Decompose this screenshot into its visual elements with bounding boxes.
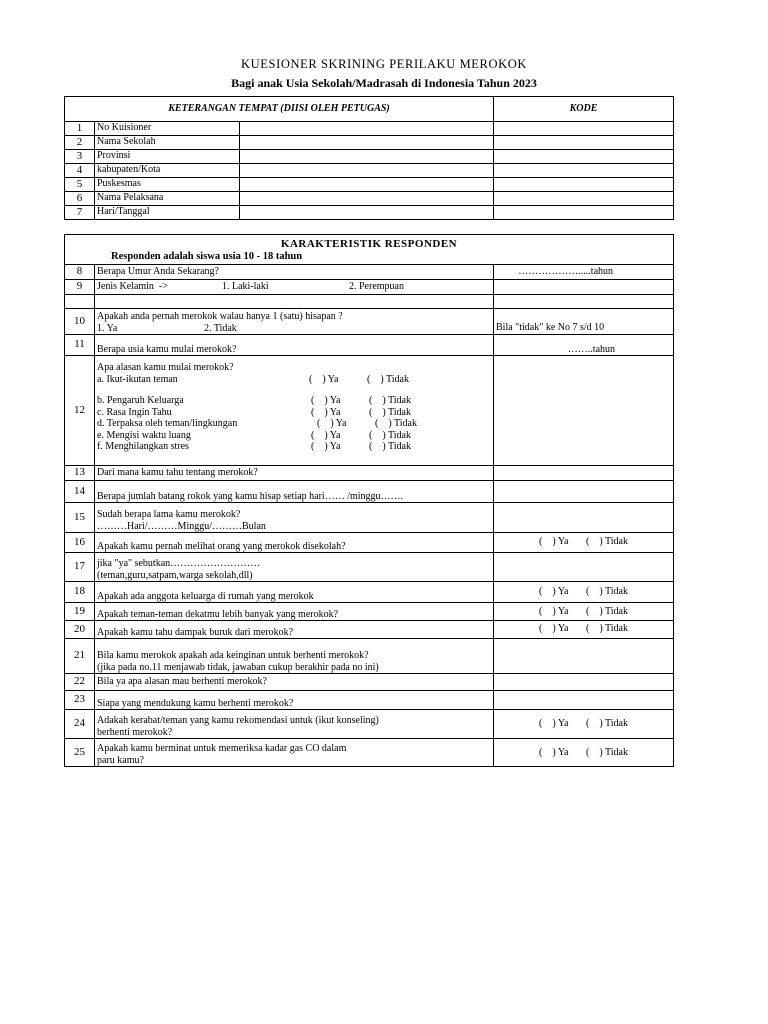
reasons-question [95,356,494,466]
row-number: 1 [65,122,95,136]
gender-label: Jenis Kelamin -> [97,281,168,293]
row-number: 19 [65,603,95,621]
code-cell[interactable] [494,206,674,220]
table-row [65,122,674,136]
reason-item: a. Ikut-ikutan teman ( ) Ya ( ) Tidak [97,373,409,385]
question-text: Dari mana kamu tahu tentang merokok? [95,466,494,481]
reason-item: b. Pengaruh Keluarga ( ) Ya ( ) Tidak [97,395,411,406]
row-label: Nama Sekolah [95,136,240,150]
table-row [65,309,674,335]
gender-option-male[interactable]: 1. Laki-laki [222,281,269,293]
option-no[interactable]: ( ) Tidak [375,418,417,429]
question-text: Apakah kamu pernah melihat orang yang merokok disekolah? [95,533,494,553]
question-text: Siapa yang mendukung kamu berhenti merokok? [95,691,494,710]
question-text: Sudah berapa lama kamu merokok? ………Hari/………Minggu/………Bulan [95,503,494,533]
location-table [64,96,674,220]
question-text: Adakah kerabat/teman yang kamu rekomendasi untuk (ikut konseling) berhenti merokok? [95,710,494,739]
question-text: Apakah ada anggota keluarga di rumah yang merokok [95,582,494,603]
row-number: 20 [65,621,95,639]
table-row [65,164,674,178]
question-line: Apa alasan kamu mulai merokok? [97,362,234,373]
row-label: Puskesmas [95,178,240,192]
section-header [65,235,674,265]
location-header: KETERANGAN TEMPAT (DIISI OLEH PETUGAS) [65,97,494,122]
table-row [65,621,674,639]
option-yes[interactable]: 1. Ya [97,322,118,334]
reason-item: d. Terpaksa oleh teman/lingkungan ( ) Ya ( ) Tidak [97,418,417,429]
question-line: Apakah anda pernah merokok walau hanya 1 (satu) hisapan ? [97,311,343,322]
row-number: 16 [65,533,95,553]
answer-cell[interactable] [494,691,674,710]
yes-no-options[interactable]: ( ) Ya ( ) Tidak [494,621,674,639]
question-text: Berapa usia kamu mulai merokok? [95,335,494,356]
start-age-answer[interactable]: ……..tahun [494,335,674,356]
question-text [95,309,494,335]
section-title: KARAKTERISTIK RESPONDEN [280,238,458,250]
table-row [65,192,674,206]
table-row [65,739,674,767]
answer-cell[interactable] [494,466,674,481]
row-number: 14 [65,481,95,503]
option-yes[interactable]: ( ) Ya [311,429,341,441]
question-text: Bila ya apa alasan mau berhenti merokok? [95,674,494,691]
answer-cell[interactable] [494,481,674,503]
row-number: 6 [65,192,95,206]
code-cell[interactable] [494,136,674,150]
row-number: 5 [65,178,95,192]
table-row [65,206,674,220]
reason-item: f. Menghilangkan stres ( ) Ya ( ) Tidak [97,441,411,452]
table-row [65,691,674,710]
question-text: Apakah kamu berminat untuk memeriksa kadar gas CO dalam paru kamu? [95,739,494,767]
answer-cell[interactable] [240,178,494,192]
answer-cell[interactable] [494,674,674,691]
row-number: 9 [65,280,95,295]
skip-instruction: Bila "tidak" ke No 7 s/d 10 [494,309,674,335]
row-number: 25 [65,739,95,767]
row-number: 11 [65,335,95,356]
age-answer[interactable]: ……………….....tahun [494,265,674,280]
table-row [65,603,674,621]
row-label: Provinsi [95,150,240,164]
table-row [65,335,674,356]
row-number: 10 [65,309,95,335]
question-text: Berapa Umur Anda Sekarang? [95,265,494,280]
yes-no-options[interactable]: ( ) Ya ( ) Tidak [494,739,674,767]
row-label: kabupaten/Kota [95,164,240,178]
table-row [65,280,674,295]
option-yes[interactable]: ( ) Ya [317,418,347,429]
table-row [65,503,674,533]
code-header: KODE [494,97,674,122]
answer-cell[interactable] [240,136,494,150]
question-text: Bila kamu merokok apakah ada keinginan untuk berhenti merokok? (jika pada no.11 menjawab tidak, jawaban cukup berakhir pada no ini) [95,639,494,674]
answer-cell[interactable] [240,206,494,220]
table-row [65,150,674,164]
row-number: 12 [65,356,95,466]
yes-no-options[interactable]: ( ) Ya ( ) Tidak [494,582,674,603]
table-row [65,136,674,150]
row-number: 15 [65,503,95,533]
option-no[interactable]: ( ) Tidak [369,429,411,441]
yes-no-options[interactable]: ( ) Ya ( ) Tidak [494,710,674,739]
option-no[interactable]: ( ) Tidak [369,441,411,452]
option-no[interactable]: ( ) Tidak [369,395,411,406]
row-number: 18 [65,582,95,603]
table-row [65,533,674,553]
duration-answer[interactable]: ………Hari/………Minggu/………Bulan [97,520,266,532]
table-row [65,582,674,603]
answer-cell[interactable] [240,122,494,136]
option-no[interactable]: ( ) Tidak [367,373,409,385]
row-number: 2 [65,136,95,150]
reason-item: e. Mengisi waktu luang ( ) Ya ( ) Tidak [97,429,411,441]
row-number: 17 [65,553,95,582]
option-no[interactable]: 2. Tidak [204,322,237,334]
code-cell[interactable] [494,192,674,206]
row-number: 23 [65,691,95,710]
row-number: 4 [65,164,95,178]
table-row [65,553,674,582]
row-number: 7 [65,206,95,220]
code-cell[interactable] [494,122,674,136]
table-row [65,674,674,691]
row-number: 3 [65,150,95,164]
table-row [65,178,674,192]
gender-question [95,280,494,295]
document-title: KUESIONER SKRINING PERILAKU MEROKOK [241,57,527,71]
row-label: Nama Pelaksana [95,192,240,206]
code-cell[interactable] [494,178,674,192]
gender-option-female[interactable]: 2. Perempuan [349,281,404,293]
option-yes[interactable]: ( ) Ya [311,406,341,418]
option-no[interactable]: ( ) Tidak [369,406,411,418]
reason-item: c. Rasa Ingin Tahu ( ) Ya ( ) Tidak [97,406,411,418]
table-row [65,481,674,503]
answer-cell[interactable] [240,192,494,206]
table-row [65,356,674,466]
option-yes[interactable]: ( ) Ya [311,441,341,452]
answer-cell[interactable] [494,639,674,674]
question-text: Berapa jumlah batang rokok yang kamu hisap setiap hari…… /minggu……. [95,481,494,503]
code-cell[interactable] [494,164,674,178]
yes-no-options[interactable]: ( ) Ya ( ) Tidak [494,533,674,553]
answer-cell[interactable] [494,356,674,466]
yes-no-options[interactable]: ( ) Ya ( ) Tidak [494,603,674,621]
row-number: 24 [65,710,95,739]
answer-cell[interactable] [494,503,674,533]
respondent-table [64,234,674,767]
table-row [65,466,674,481]
table-row [65,265,674,280]
section-subtitle: Responden adalah siswa usia 10 - 18 tahun [111,250,303,262]
question-text: jika "ya" sebutkan……………………… (teman,guru,satpam,warga sekolah,dll) [95,553,494,582]
question-text: Apakah kamu tahu dampak buruk dari merokok? [95,621,494,639]
option-yes[interactable]: ( ) Ya [311,395,341,406]
row-number: 21 [65,639,95,674]
document-subtitle: Bagi anak Usia Sekolah/Madrasah di Indonesia Tahun 2023 [231,76,537,90]
table-row [65,639,674,674]
answer-cell[interactable] [494,280,674,295]
table-row [65,710,674,739]
row-label: No Kuisioner [95,122,240,136]
row-number: 8 [65,265,95,280]
question-text: Apakah teman-teman dekatmu lebih banyak yang merokok? [95,603,494,621]
answer-cell[interactable] [240,164,494,178]
answer-cell[interactable] [240,150,494,164]
spacer-row [65,295,674,309]
code-cell[interactable] [494,150,674,164]
option-yes[interactable]: ( ) Ya [309,373,339,385]
row-number: 22 [65,674,95,691]
row-number: 13 [65,466,95,481]
answer-cell[interactable] [494,553,674,582]
row-label: Hari/Tanggal [95,206,240,220]
